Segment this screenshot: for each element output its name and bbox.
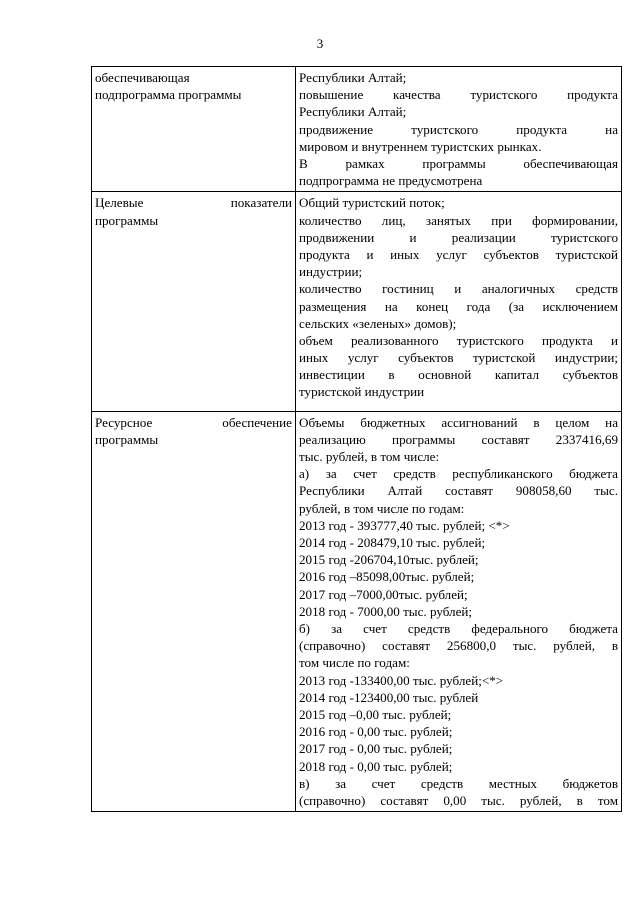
content-line: продвижение туристского продукта на [299, 121, 618, 137]
content-line: размещения на конец года (за исключением [299, 298, 618, 314]
content-line: продукта и иных услуг субъектов туристской [299, 246, 618, 262]
content-line: 2013 год -133400,00 тыс. рублей;<*> [299, 672, 504, 688]
page-number: 3 [316, 36, 324, 51]
content-line: в) за счет средств местных бюджетов [299, 775, 618, 791]
label-line: подпрограмма программы [95, 87, 242, 103]
row-content-cell [296, 192, 622, 411]
content-line: 2015 год –0,00 тыс. рублей; [299, 707, 452, 723]
content-line: 2014 год -123400,00 тыс. рублей [299, 689, 479, 705]
content-line: (справочно) составят 0,00 тыс. рублей, в том [299, 793, 618, 809]
label-line: программы [95, 431, 159, 447]
content-line: 2018 год - 0,00 тыс. рублей; [299, 758, 453, 774]
content-line: 2013 год - 393777,40 тыс. рублей; <*> [299, 517, 510, 533]
content-line: 2017 год - 0,00 тыс. рублей; [299, 741, 453, 757]
program-passport-table [91, 66, 622, 812]
content-line: сельских «зеленых» домов); [299, 315, 457, 331]
content-line: индустрии; [299, 264, 363, 280]
content-line: 2014 год - 208479,10 тыс. рублей; [299, 535, 486, 551]
content-line: продвижении и реализации туристского [299, 229, 618, 245]
content-line: Объемы бюджетных ассигнований в целом на [299, 414, 618, 430]
content-line: мировом и внутреннем туристских рынках. [299, 138, 542, 154]
row-content-cell [296, 411, 622, 812]
content-line: том числе по годам: [299, 655, 410, 671]
content-line: иных услуг субъектов туристской индустрии; [299, 350, 618, 366]
content-line: (справочно) составят 256800,0 тыс. рублей, в [299, 638, 618, 654]
row-label-cell [92, 411, 296, 812]
content-line: количество гостиниц и аналогичных средств [299, 281, 618, 297]
label-line: программы [95, 212, 159, 228]
row-label-cell [92, 192, 296, 411]
label-line: Ресурсное обеспечение [95, 414, 292, 430]
content-line: б) за счет средств федерального бюджета [299, 621, 618, 637]
content-line: 2016 год –85098,00тыс. рублей; [299, 569, 475, 585]
content-line: Республики Алтай; [299, 104, 407, 120]
content-line: В рамках программы обеспечивающая [299, 155, 618, 171]
content-line: 2018 год - 7000,00 тыс. рублей; [299, 603, 473, 619]
table-row-target-indicators [92, 192, 622, 411]
content-line: 2015 год -206704,10тыс. рублей; [299, 552, 479, 568]
content-line: Республики Алтай составят 908058,60 тыс. [299, 483, 618, 499]
table-row-resource-provision [92, 411, 622, 812]
content-line: инвестиции в основной капитал субъектов [299, 367, 618, 383]
content-line: количество лиц, занятых при формировании, [299, 212, 618, 228]
row-content-cell [296, 67, 622, 192]
content-line: реализацию программы составят 2337416,69 [299, 431, 618, 447]
content-line: повышение качества туристского продукта [299, 87, 618, 103]
content-line: Республики Алтай; [299, 70, 407, 85]
content-line: рублей, в том числе по годам: [299, 500, 465, 516]
content-line: тыс. рублей, в том числе: [299, 449, 440, 465]
content-line: 2016 год - 0,00 тыс. рублей; [299, 724, 453, 740]
content-line: 2017 год –7000,00тыс. рублей; [299, 586, 468, 602]
content-line: туристской индустрии [299, 384, 425, 400]
content-line: объем реализованного туристского продукта и [299, 332, 618, 348]
content-line: подпрограмма не предусмотрена [299, 173, 483, 189]
content-line: Общий туристский поток; [299, 195, 445, 211]
row-label-cell [92, 67, 296, 192]
label-line: обеспечивающая [95, 70, 190, 85]
content-line: а) за счет средств республиканского бюджета [299, 466, 618, 482]
table-row-subprogram [92, 67, 622, 192]
label-line: Целевые показатели [95, 195, 292, 211]
